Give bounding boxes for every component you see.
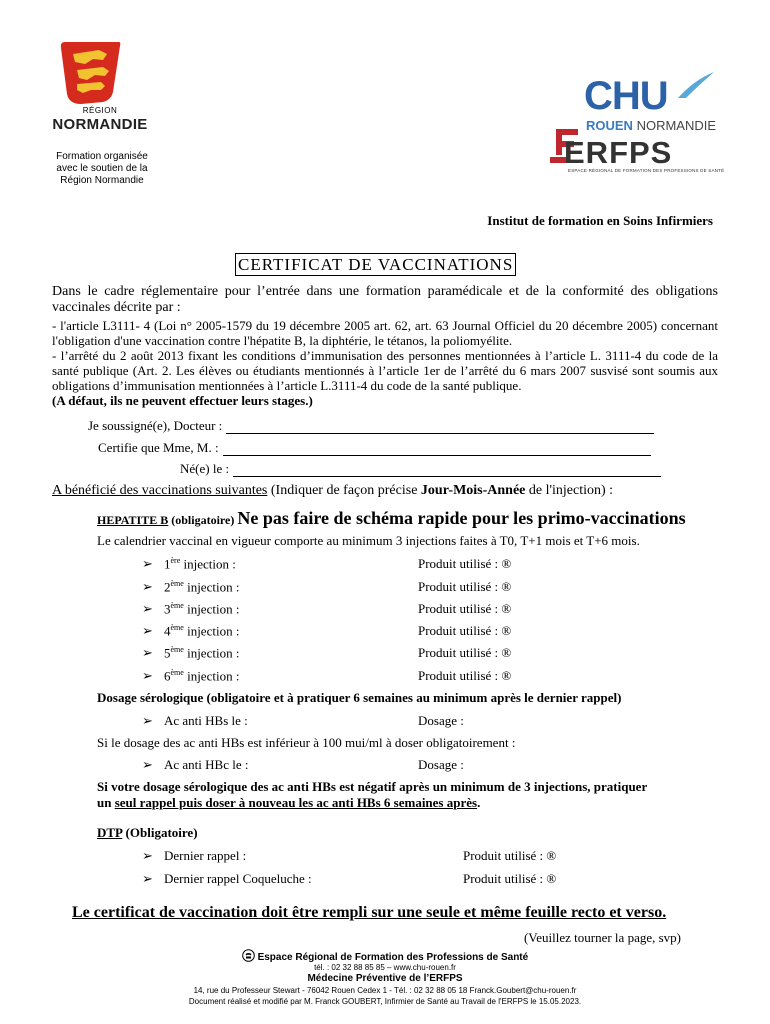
intro-decree: - l’arrêté du 2 août 2013 fixant les conditions d’immunisation des personnes mentionnées à l’article L. 3111-4 du code de la santé publique (Art. 2. Les élèves ou étudiants mentionnés à l’article 1er de l’arrêté du 6 mars 2007 susvisé sont soumis aux obligations d’immunisation mentionnées à l’article L.3111-4 du code de la santé publique. xyxy=(52,348,718,393)
hepatite-calendar: Le calendrier vaccinal en vigueur comporte au minimum 3 injections faites à T0, T+1 mois et T+6 mois. xyxy=(97,533,640,548)
arrow-icon: ➢ xyxy=(142,579,153,595)
list-item xyxy=(142,556,236,572)
injection-number: 5 xyxy=(164,645,171,661)
injection-ordinal: ème xyxy=(170,623,184,632)
injection-number: 1 xyxy=(164,556,171,572)
hbs-dosage: Dosage : xyxy=(418,713,464,728)
birth-label: Né(e) le : xyxy=(180,461,230,476)
dtp-item-label: Dernier rappel Coqueluche : xyxy=(164,871,312,886)
injection-number: 4 xyxy=(164,623,171,639)
footer-service: Médecine Préventive de l’ERFPS xyxy=(307,973,463,984)
intro-law-article: - l'article L3111- 4 (Loi n° 2005-1579 du 19 décembre 2005 art. 62, art. 63 Journal Officiel du 20 décembre 2005) concernant l'obligation d'une vaccination contre l'hépatite B, la diphtérie, le tétanos, la poliomyélite. xyxy=(52,318,718,348)
normandy-shield-icon xyxy=(59,40,123,106)
intro-stage-warning: (A défaut, ils ne peuvent effectuer leurs stages.) xyxy=(52,393,313,408)
injection-number: 3 xyxy=(164,601,171,617)
region-note-line: Région Normandie xyxy=(60,175,144,186)
negative-pre: un xyxy=(97,795,115,810)
dosage-title: Dosage sérologique (obligatoire et à pratiquer 6 semaines au minimum après le dernier rappel) xyxy=(97,690,622,705)
dtp-item-label: Dernier rappel : xyxy=(164,848,247,863)
region-note-line: Formation organisée xyxy=(56,151,148,162)
dtp-product: Produit utilisé : ® xyxy=(463,871,557,886)
negative-result-note xyxy=(97,779,717,811)
footer-line1: Espace Régional de Formation des Professions de Santé xyxy=(257,952,529,963)
turn-page-note: (Veuillez tourner la page, svp) xyxy=(523,930,681,945)
negative-end: . xyxy=(477,795,481,810)
list-item xyxy=(142,668,239,684)
swoosh-icon xyxy=(676,70,716,100)
doctor-label: Je soussigné(e), Docteur : xyxy=(88,418,223,433)
injection-ordinal: ème xyxy=(170,668,184,677)
benefit-end: de l'injection) : xyxy=(525,483,614,498)
injection-ordinal: ère xyxy=(170,556,181,565)
injection-label: injection : xyxy=(183,645,240,661)
hbc-label: Ac anti HBc le : xyxy=(164,757,249,772)
hepatite-warning: Ne pas faire de schéma rapide pour les primo-vaccinations xyxy=(237,508,686,528)
footer-title xyxy=(0,949,770,963)
arrow-icon: ➢ xyxy=(142,871,153,886)
arrow-icon: ➢ xyxy=(142,757,153,772)
arrow-icon: ➢ xyxy=(142,556,153,572)
birth-fill-line[interactable] xyxy=(233,464,661,477)
dtp-oblig: (Obligatoire) xyxy=(122,825,198,840)
negative-line xyxy=(97,795,717,811)
list-item xyxy=(142,645,239,661)
patient-fill-line[interactable] xyxy=(223,443,651,456)
intro-paragraph: Dans le cadre réglementaire pour l’entrée dans une formation paramédicale et de la conformité des obligations vaccinales décrite par : xyxy=(52,284,718,315)
injection-product: Produit utilisé : ® xyxy=(418,601,512,616)
benefit-underlined: A bénéficié des vaccinations suivantes xyxy=(52,483,268,498)
patient-field xyxy=(98,440,651,456)
injection-label: injection : xyxy=(183,579,240,595)
injection-ordinal: ème xyxy=(170,579,184,588)
negative-underlined: seul rappel puis doser à nouveau les ac anti HBs 6 semaines après xyxy=(114,795,478,810)
list-item xyxy=(142,601,239,617)
negative-line: Si votre dosage sérologique des ac anti HBs est négatif après un minimum de 3 injections, pratiquer xyxy=(97,779,648,794)
injection-ordinal: ème xyxy=(170,601,184,610)
region-name: NORMANDIE xyxy=(52,116,148,133)
injection-label: injection : xyxy=(183,601,240,617)
arrow-icon: ➢ xyxy=(142,601,153,617)
arrow-icon: ➢ xyxy=(142,668,153,684)
chu-region-name: NORMANDIE xyxy=(636,118,717,133)
list-item xyxy=(142,871,312,887)
arrow-icon: ➢ xyxy=(142,623,153,639)
footer-contact: tél. : 02 32 88 85 85 – www.chu-rouen.fr xyxy=(314,963,456,972)
hbs-label: Ac anti HBs le : xyxy=(164,713,248,728)
dtp-label: DTP xyxy=(97,825,123,840)
dtp-heading xyxy=(97,825,198,841)
region-funding-note xyxy=(52,151,152,187)
phone-icon xyxy=(242,949,255,962)
patient-label: Certifie que Mme, M. : xyxy=(98,440,219,455)
injection-label: injection : xyxy=(183,668,240,684)
chu-name: CHU xyxy=(584,74,668,118)
hepatite-heading xyxy=(97,508,686,529)
institute-name: Institut de formation en Soins Infirmiers xyxy=(487,213,713,228)
injection-label: injection : xyxy=(180,556,236,572)
injection-number: 6 xyxy=(164,668,171,684)
region-normandie-logo xyxy=(45,40,155,140)
list-item xyxy=(142,579,239,595)
arrow-icon: ➢ xyxy=(142,645,153,661)
dtp-product: Produit utilisé : ® xyxy=(463,848,557,863)
doctor-field xyxy=(88,418,654,434)
threshold-note: Si le dosage des ac anti HBs est inférieur à 100 mui/ml à doser obligatoirement : xyxy=(97,735,516,750)
doctor-fill-line[interactable] xyxy=(226,421,654,434)
region-note-line: avec le soutien de la xyxy=(56,163,148,174)
list-item xyxy=(142,848,246,864)
region-sub-label: RÉGION xyxy=(82,106,118,115)
final-note: Le certificat de vaccination doit être rempli sur une seule et même feuille recto et verso. xyxy=(72,904,667,921)
list-item xyxy=(142,757,248,773)
hepatite-oblig: (obligatoire) xyxy=(168,513,238,527)
erfps-name: ERFPS xyxy=(564,135,673,170)
injection-label: injection : xyxy=(183,623,240,639)
injection-product: Produit utilisé : ® xyxy=(418,645,512,660)
list-item xyxy=(142,713,248,729)
erfps-subtitle: ESPACE RÉGIONAL DE FORMATION DES PROFESSIONS DE SANTÉ xyxy=(568,168,725,173)
birth-field xyxy=(180,461,661,477)
footer-author: Document réalisé et modifié par M. Franck GOUBERT, Infirmier de Santé au Travail de l'ERFPS le 15.05.2023. xyxy=(188,997,582,1006)
arrow-icon: ➢ xyxy=(142,713,153,728)
injection-number: 2 xyxy=(164,579,171,595)
injection-ordinal: ème xyxy=(170,645,184,654)
arrow-icon: ➢ xyxy=(142,848,153,863)
footer-address: 14, rue du Professeur Stewart - 76042 Rouen Cedex 1 - Tél. : 02 32 88 05 18 Franck.Goubert@chu-rouen.fr xyxy=(193,986,577,995)
benefit-rest: (Indiquer de façon précise xyxy=(267,483,421,498)
page-title: CERTIFICAT DE VACCINATIONS xyxy=(235,253,516,276)
list-item xyxy=(142,623,239,639)
injection-product: Produit utilisé : ® xyxy=(418,668,512,683)
injection-product: Produit utilisé : ® xyxy=(418,579,512,594)
erfps-logo xyxy=(550,127,740,179)
chu-city-name: ROUEN xyxy=(586,118,633,133)
benefit-date-format: Jour-Mois-Année xyxy=(420,483,526,498)
injection-product: Produit utilisé : ® xyxy=(418,623,512,638)
injection-product: Produit utilisé : ® xyxy=(418,556,512,571)
hepatite-label: HEPATITE B xyxy=(97,513,169,527)
benefit-line xyxy=(52,483,613,499)
hbc-dosage: Dosage : xyxy=(418,757,464,772)
